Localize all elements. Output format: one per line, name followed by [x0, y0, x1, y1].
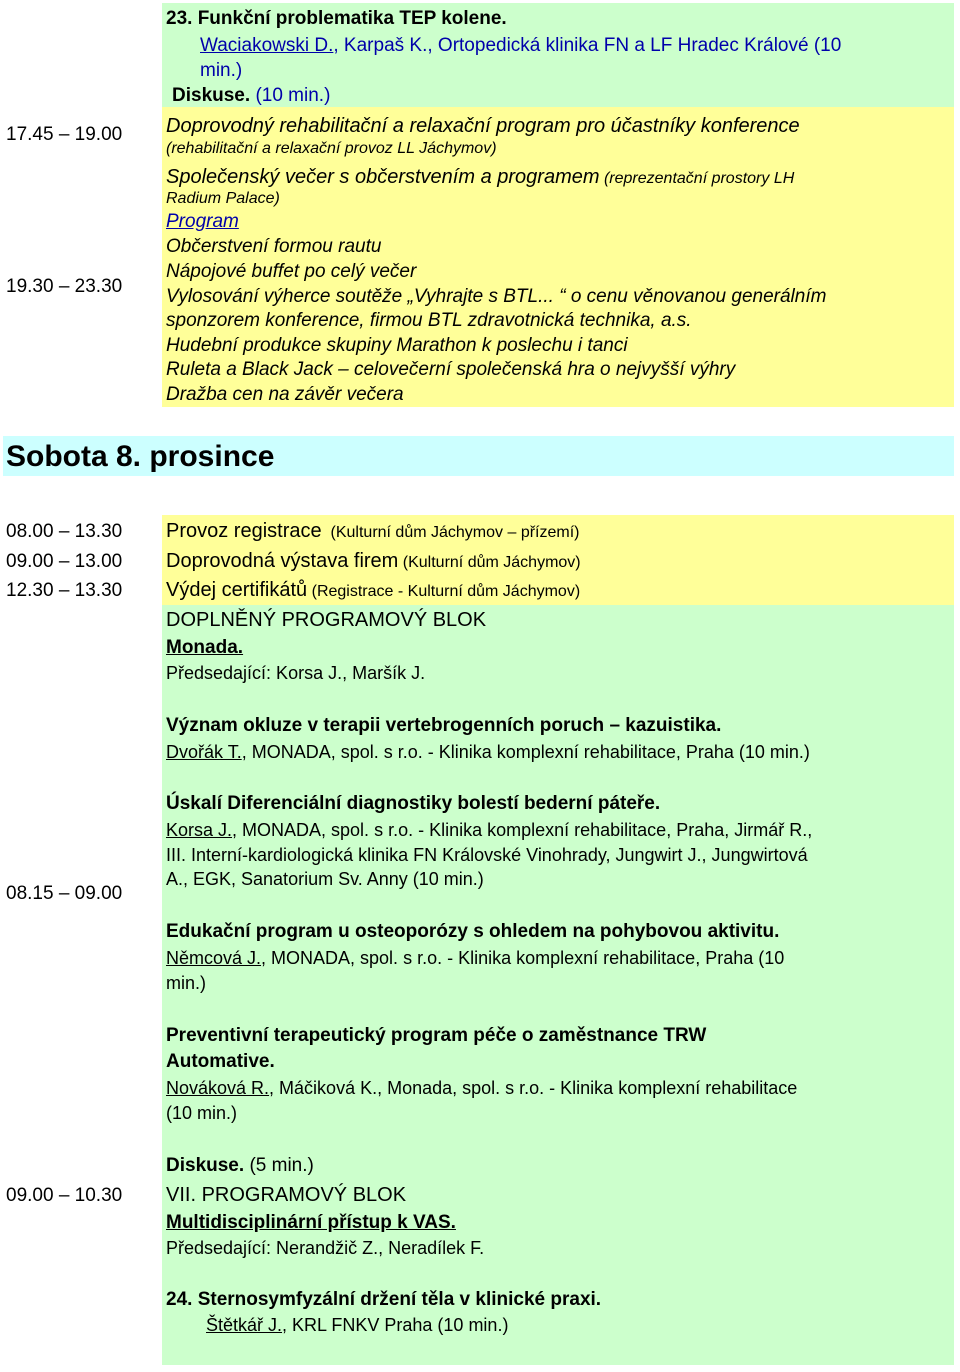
talk-author-link[interactable]: Dvořák T.	[166, 742, 242, 762]
talk-affiliation: , MONADA, spol. s r.o. - Klinika komplexní rehabilitace, Praha (10	[261, 948, 785, 968]
session23-discussion	[172, 86, 330, 105]
talk-affiliation-cont: (10 min.)	[166, 1103, 238, 1123]
evening-item: Vylosování výherce soutěže „Vyhrajte s BTL... “ o cenu věnovanou generálním	[166, 286, 827, 307]
rehab-title: Doprovodný rehabilitační a relaxační program pro účastníky konference	[166, 115, 800, 137]
talk-affiliation: , MONADA, spol. s r.o. - Klinika komplexní rehabilitace, Praha, Jirmář R.,	[232, 820, 813, 840]
time-19-30: 19.30 – 23.30	[6, 276, 123, 297]
block7-time: 09.00 – 10.30	[6, 1185, 123, 1206]
talk-author-link[interactable]: Němcová J.	[166, 948, 262, 968]
session23-authors	[200, 36, 841, 55]
talk-affiliation: , KRL FNKV Praha (10 min.)	[282, 1315, 509, 1335]
talk-affiliation-cont: A., EGK, Sanatorium Sv. Anny (10 min.)	[166, 869, 484, 889]
talk-affiliation-cont: min.)	[166, 973, 206, 993]
reg-label: Doprovodná výstava firem	[166, 550, 399, 572]
reg-detail: (Kulturní dům Jáchymov – přízemí)	[330, 524, 580, 541]
program-link[interactable]: Program	[166, 211, 239, 232]
talk-affiliation-cont: III. Interní-kardiologická klinika FN Královské Vinohrady, Jungwirt J., Jungwirtová	[166, 845, 808, 865]
monada-name[interactable]: Monada.	[166, 637, 244, 658]
talk-title: Úskalí Diferenciální diagnostiky bolestí bederní páteře.	[166, 793, 661, 814]
talk-authors	[166, 1079, 797, 1097]
reg-row	[166, 521, 579, 541]
talk-author-link[interactable]: Korsa J.	[166, 820, 233, 840]
block7-chairs: Předsedající: Nerandžič Z., Neradílek F.	[166, 1238, 485, 1258]
reg-row	[166, 580, 580, 600]
evening-item: Ruleta a Black Jack – celovečerní společenská hra o nejvyšší výhry	[166, 359, 736, 380]
evening-item: sponzorem konference, firmou BTL zdravotnická technika, a.s.	[166, 310, 692, 331]
reg-label: Provoz registrace	[166, 520, 322, 542]
discussion-time: (5 min.)	[249, 1155, 314, 1176]
monada-heading: DOPLNĚNÝ PROGRAMOVÝ BLOK	[166, 609, 487, 631]
reg-detail: (Registrace - Kulturní dům Jáchymov)	[311, 583, 581, 600]
session23-title: 23. Funkční problematika TEP kolene.	[166, 8, 507, 29]
talk-authors	[206, 1316, 508, 1334]
reg-time: 09.00 – 13.00	[6, 551, 123, 572]
monada-chairs: Předsedající: Korsa J., Maršík J.	[166, 663, 426, 683]
talk-title-cont: Automative.	[166, 1051, 275, 1072]
talk-title: Preventivní terapeutický program péče o zaměstnance TRW	[166, 1025, 707, 1046]
talk-author-link[interactable]: Nováková R.	[166, 1078, 270, 1098]
evening-item: Občerstvení formou rautu	[166, 236, 382, 257]
talk-affiliation: , MONADA, spol. s r.o. - Klinika komplexní rehabilitace, Praha (10 min.)	[241, 742, 810, 762]
social-location-2: Radium Palace)	[166, 190, 280, 207]
session23-author-link[interactable]: Waciakowski D.	[200, 35, 334, 56]
discussion-label: Diskuse.	[172, 85, 251, 106]
reg-row	[166, 551, 581, 571]
talk-title: 24. Sternosymfyzální držení těla v klinické praxi.	[166, 1289, 602, 1310]
reg-detail: (Kulturní dům Jáchymov)	[402, 554, 581, 571]
talk-authors	[166, 821, 812, 839]
evening-item: Dražba cen na závěr večera	[166, 384, 404, 405]
talk-author-link[interactable]: Štětkář J.	[206, 1315, 283, 1335]
block7-name[interactable]: Multidisciplinární přístup k VAS.	[166, 1212, 456, 1233]
talk-authors	[166, 743, 810, 761]
time-17-45: 17.45 – 19.00	[6, 124, 123, 145]
social-line	[166, 167, 794, 187]
block7-heading: VII. PROGRAMOVÝ BLOK	[166, 1184, 407, 1206]
talk-authors	[166, 949, 784, 967]
monada-time: 08.15 – 09.00	[6, 883, 123, 904]
session23-cont: min.)	[200, 60, 243, 81]
evening-item: Nápojové buffet po celý večer	[166, 261, 417, 282]
day-heading: Sobota 8. prosince	[6, 440, 275, 473]
session23-authors-rest: , Karpaš K., Ortopedická klinika FN a LF Hradec Králové (10	[333, 35, 842, 56]
talk-title: Edukační program u osteoporózy s ohledem na pohybovou aktivitu.	[166, 921, 780, 942]
discussion-time: (10 min.)	[255, 85, 331, 106]
social-title: Společenský večer s občerstvením a programem	[166, 166, 600, 188]
monada-discussion	[166, 1156, 314, 1175]
rehab-sub: (rehabilitační a relaxační provoz LL Jáchymov)	[166, 140, 497, 157]
discussion-label: Diskuse.	[166, 1155, 245, 1176]
evening-item: Hudební produkce skupiny Marathon k poslechu i tanci	[166, 335, 628, 356]
social-location: (reprezentační prostory LH	[603, 170, 795, 187]
talk-affiliation: , Máčiková K., Monada, spol. s r.o. - Klinika komplexní rehabilitace	[269, 1078, 798, 1098]
reg-time: 08.00 – 13.30	[6, 521, 123, 542]
talk-title: Význam okluze v terapii vertebrogenních poruch – kazuistika.	[166, 715, 722, 736]
reg-time: 12.30 – 13.30	[6, 580, 123, 601]
reg-label: Výdej certifikátů	[166, 579, 308, 601]
